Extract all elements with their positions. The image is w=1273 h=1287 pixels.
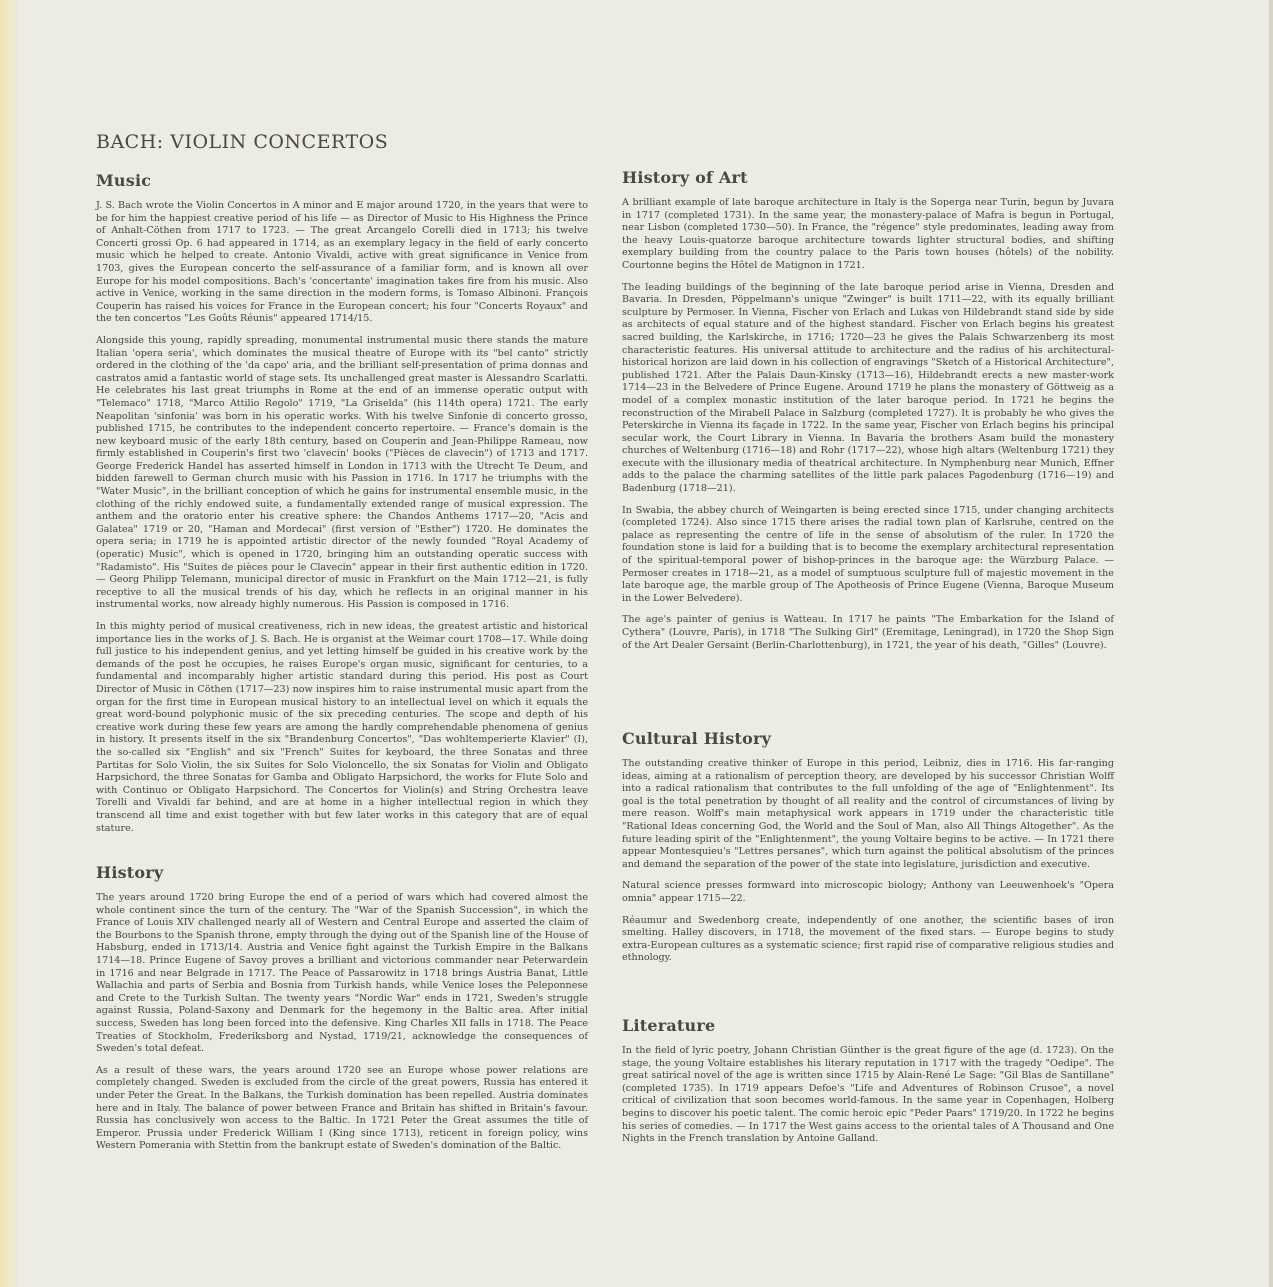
art-paragraph: A brilliant example of late baroque architecture in Italy is the Soperga near Turin, begun by Juvara in 1717 (completed 1731). In the same year, the monastery-palace of Mafra is begun in Portugal, near Lisbon (completed 1730—50). In France, the "régence" style predominates, leading away from the heavy Louis-quatorze baroque architecture towards lighter structural bodies, and shifting exemplary building from the country palace to the Paris town houses (hôtels) of the nobility. Courtonne begins the Hôtel de Matignon in 1721. <box>622 197 1114 271</box>
art-heading: History of Art <box>622 168 748 187</box>
cultural-paragraph: Réaumur and Swedenborg create, independently of one another, the scientific bases of iron smelting. Halley discovers, in 1718, the movement of the fixed stars. — Europe begins to study extra-European cultures as a systematic science; first rapid rise of comparative religious studies and ethnology. <box>622 914 1114 964</box>
art-paragraph: The leading buildings of the beginning of the late baroque period arise in Vienna, Dresden and Bavaria. In Dresden, Pöppelmann's unique "Zwinger" is built 1711—22, with its equally brilliant sculpture by Permoser. In Vienna, Fischer von Erlach and Lukas von Hildebrandt stand side by side as architects of equal stature and of the highest standard. Fischer von Erlach begins his greatest sacred building, the Karlskirche, in 1716; 1720—23 he gives the Palais Schwarzenberg its most characteristic features. His universal attitude to architecture and the radius of his architectural-historical horizon are laid down in his collection of engravings "Sketch of a Historical Architecture", published 1721. After the Palais Daun-Kinsky (1713—16), Hildebrandt erects a new master-work 1714—23 in the Belvedere of Prince Eugene. Around 1719 he plans the monastery of Göttweig as a model of a complex monastic institution of the later baroque period. In 1721 he begins the reconstruction of the Mirabell Palace in Salzburg (completed 1727). It is probably he who gives the Peterskirche in Vienna its façade in 1722. In the same year, Fischer von Erlach begins his principal secular work, the Court Library in Vienna. In Bavaria the brothers Asam build the monastery churches of Weltenburg (1716—18) and Rohr (1717—22), whose high altars (Weltenburg 1721) they execute with the illusionary media of theatrical architecture. In Nymphenburg near Munich, Effner adds to the palace the charming satellites of the little park palaces Pagodenburg (1716—19) and Badenburg (1718—21). <box>622 281 1114 495</box>
literature-heading: Literature <box>622 1016 716 1035</box>
cultural-heading: Cultural History <box>622 729 772 748</box>
page-edge-left <box>0 0 18 1287</box>
history-heading: History <box>96 863 164 882</box>
history-paragraph: The years around 1720 bring Europe the end of a period of wars which had covered almost the whole continent since the turn of the century. The "War of the Spanish Succession", in which the France of Louis XIV challenged nearly all of Western and Central Europe and asserted the claim of the Bourbons to the Spanish throne, empty through the dying out of the Spanish line of the House of Habsburg, ended in 1713/14. Austria and Venice fight against the Turkish Empire in the Balkans 1714—18. Prince Eugene of Savoy proves a brilliant and victorious commander near Peterwardein in 1716 and near Belgrade in 1717. The Peace of Passarowitz in 1718 brings Austria Banat, Little Wallachia and parts of Serbia and Bosnia from Turkish hands, while Venice loses the Peleponnese and Crete to the Turkish Sultan. The twenty years "Nordic War" ends in 1721, Sweden's struggle against Russia, Poland-Saxony and Denmark for the hegemony in the Baltic area. After initial success, Sweden has long been forced into the defensive. King Charles XII falls in 1718. The Peace Treaties of Stockholm, Frederiksborg and Nystad, 1719/21, acknowledge the consequences of Sweden's total defeat. <box>96 892 588 1055</box>
music-paragraph: Alongside this young, rapidly spreading, monumental instrumental music there stands the mature Italian 'opera seria', which dominates the musical theatre of Europe with its "bel canto" strictly ordered in the clothing of the 'da capo' aria, and the brilliant self-presentation of prima donnas and castratos amid a fantastic world of stage sets. Its unchallenged great master is Alessandro Scarlatti. He celebrates his last great triumphs in Rome at the end of an immense operatic output with "Telemaco" 1718, "Marco Attilio Regolo" 1719, "La Griselda" (his 114th opera) 1721. The early Neapolitan 'sinfonia' was born in his operatic works. With his twelve Sinfonie di concerto grosso, published 1715, he contributes to the independent concerto repertoire. — France's domain is the new keyboard music of the early 18th century, based on Couperin and Jean-Philippe Rameau, now firmly established in Couperin's first two 'clavecin' books ("Pièces de clavecin") of 1713 and 1717. George Frederick Handel has asserted himself in London in 1713 with the Utrecht Te Deum, and bidden farewell to German church music with his Passion in 1716. In 1717 he triumphs with the "Water Music", in the brilliant conception of which he gains for instrumental ensemble music, in the clothing of the richly endowed suite, a fundamentally extended range of musical expression. The anthem and the oratorio enter his creative sphere: the Chandos Anthems 1717—20, "Acis and Galatea" 1719 or 20, "Haman and Mordecai" (first version of "Esther") 1720. He dominates the opera seria; in 1719 he is appointed artistic director of the newly founded "Royal Academy of (operatic) Music", which is opened in 1720, bringing him an outstanding operatic success with "Radamisto". His "Suites de pièces pour le Clavecin" appear in their first authentic edition in 1720. — Georg Philipp Telemann, municipal director of music in Frankfurt on the Main 1712—21, is fully receptive to all the musical trends of his day, which he reflects in an original manner in his instrumental works, now already highly numerous. His Passion is composed in 1716. <box>96 334 588 611</box>
history-paragraph: As a result of these wars, the years around 1720 see an Europe whose power relations are completely changed. Sweden is excluded from the circle of the great powers, Russia has entered it under Peter the Great. In the Balkans, the Turkish domination has been repelled. Austria dominates here and in Italy. The balance of power between France and Britain has shifted in Britain's favour. Russia has conclusively won access to the Baltic. In 1721 Peter the Great assumes the title of Emperor. Prussia under Frederick William I (King since 1713), reticent in foreign policy, wins Western Pomerania with Stettin from the bankrupt estate of Sweden's domination of the Baltic. <box>96 1064 588 1152</box>
cultural-paragraph: The outstanding creative thinker of Europe in this period, Leibniz, dies in 1716. His far-ranging ideas, aiming at a rationalism of perception theory, are developed by his successor Christian Wolff into a radical rationalism that contributes to the full unfolding of the age of "Enlightenment". Its goal is the total penetration by thought of all reality and the control of circumstances of living by mere reason. Wolff's main metaphysical work appears in 1719 under the characteristic title "Rational Ideas concerning God, the World and the Soul of Man, also All Things Altogether". As the future leading spirit of the "Enlightenment", the young Voltaire begins to be active. — In 1721 there appear Montesquieu's "Lettres persanes", which turn against the political absolutism of the princes and demand the separation of the power of the state into legislature, jurisdiction and executive. <box>622 758 1114 870</box>
history-section <box>96 863 588 1162</box>
literature-section <box>622 1016 1114 1155</box>
page-edge-right <box>1269 0 1273 1287</box>
music-paragraph: In this mighty period of musical creativeness, rich in new ideas, the greatest artistic and historical importance lies in the works of J. S. Bach. He is organist at the Weimar court 1708—17. While doing full justice to his independent genius, and yet letting himself be guided in his creative work by the demands of the post he occupies, he raises Europe's organ music, significant for centuries, to a fundamental and incomparably higher artistic standard during this period. His post as Court Director of Music in Cöthen (1717—23) now inspires him to raise instrumental music apart from the organ for the first time in European musical history to an intellectual level on which it equals the great word-bound polyphonic music of the six preceding centuries. The scope and depth of his creative work during these few years are among the hardly comprehendable phenomena of genius in history. It presents itself in the six "Brandenburg Concertos", "Das wohltemperierte Klavier" (I), the so-called six "English" and six "French" Suites for keyboard, the three Sonatas and three Partitas for Solo Violin, the six Suites for Solo Violoncello, the six Sonatas for Violin and Obligato Harpsichord, the three Sonatas for Gamba and Obligato Harpsichord, the works for Flute Solo and with Continuo or Obligato Harpsichord. The Concertos for Violin(s) and String Orchestra leave Torelli and Vivaldi far behind, and are at home in a higher intellectual region in which they transcend all time and exist together with but few later works in this category that are of equal stature. <box>96 621 588 834</box>
art-paragraph: The age's painter of genius is Watteau. In 1717 he paints "The Embarkation for the Island of Cythera" (Louvre, Paris), in 1718 "The Sulking Girl" (Eremitage, Leningrad), in 1720 the Shop Sign of the Art Dealer Gersaint (Berlin-Charlottenburg), in 1721, the year of his death, "Gilles" (Louvre). <box>622 614 1114 651</box>
music-heading: Music <box>96 171 152 190</box>
cultural-paragraph: Natural science presses formward into microscopic biology; Anthony van Leeuwenhoek's "Opera omnia" appear 1715—22. <box>622 880 1114 904</box>
art-section <box>622 168 1114 661</box>
music-section <box>96 171 588 844</box>
page-title: BACH: VIOLIN CONCERTOS <box>96 131 389 153</box>
music-paragraph: J. S. Bach wrote the Violin Concertos in A minor and E major around 1720, in the years that were to be for him the happiest creative period of his life — as Director of Music to His Highness the Prince of Anhalt-Cöthen from 1717 to 1723. — The great Arcangelo Corelli died in 1713; his twelve Concerti grossi Op. 6 had appeared in 1714, as an exemplary legacy in the field of early concerto music which he helped to create. Antonio Vivaldi, active with great significance in Venice from 1703, gives the European concerto the self-assurance of a familiar form, and is known all over Europe for his model compositions. Bach's 'concertante' imagination takes fire from his music. Also active in Venice, working in the same direction in the modern forms, is Tomaso Albinoni. François Couperin has raised his voices for France in the European concert; his four "Concerts Royaux" and the ten concertos "Les Goûts Réunis" appeared 1714/15. <box>96 200 588 325</box>
literature-paragraph: In the field of lyric poetry, Johann Christian Günther is the great figure of the age (d. 1723). On the stage, the young Voltaire establishes his literary reputation in 1717 with the tragedy "Oedipe". The great satirical novel of the age is written since 1715 by Alain-René Le Sage: "Gil Blas de Santillane" (completed 1735). In 1719 appears Defoe's "Life and Adventures of Robinson Crusoe", a novel critical of civilization that soon becomes world-famous. In the same year in Copenhagen, Holberg begins to discover his poetic talent. The comic heroic epic "Peder Paars" 1719/20. In 1722 he begins his series of comedies. — In 1717 the West gains access to the oriental tales of A Thousand and One Nights in the French translation by Antoine Galland. <box>622 1045 1114 1145</box>
art-paragraph: In Swabia, the abbey church of Weingarten is being erected since 1715, under changing architects (completed 1724). Also since 1715 there arises the radial town plan of Karlsruhe, centred on the palace as representing the centre of life in the sense of absolutism of the ruler. In 1720 the foundation stone is laid for a building that is to become the exemplary architectural representation of the spiritual-temporal power of bishop-princes in the baroque age: the Würzburg Palace. — Permoser creates in 1718—21, as a model of sumptuous sculpture full of majestic movement in the late baroque age, the marble group of The Apotheosis of Prince Eugene (Vienna, Baroque Museum in the Lower Belvedere). <box>622 504 1114 604</box>
cultural-section <box>622 729 1114 974</box>
